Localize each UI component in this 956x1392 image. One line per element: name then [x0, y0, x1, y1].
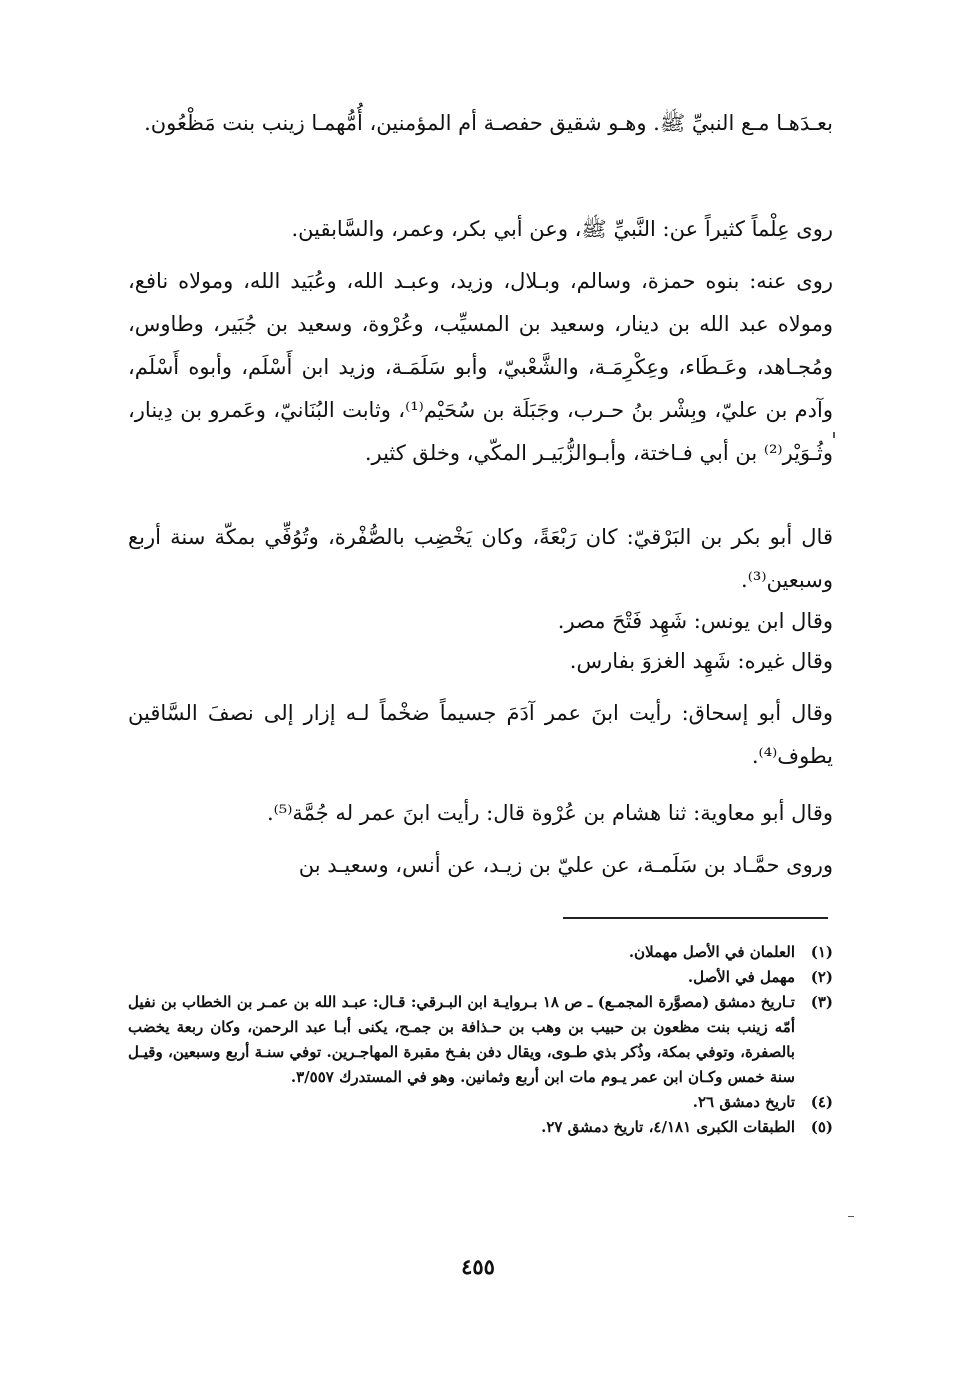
- page-number: ٤٥٥: [461, 1254, 495, 1279]
- footnote-item: [128, 965, 833, 990]
- body-paragraph-4: قال أبو بكر بن البَرْقيّ: كان رَبْعَةً، وكان يَخْضِب بالصُّفْرة، وتُوُفِّي بمكّة سنة أربع وسبعين⁽³⁾.: [128, 525, 833, 592]
- body-paragraph-5: وقال ابن يونس: شَهِد فَتْحَ مصر.: [557, 609, 833, 633]
- footnote-text: تاريخ دمشق ٢٦.: [692, 1093, 795, 1111]
- footnote-number: (٥): [810, 1118, 833, 1136]
- body-paragraph-1: بعـدَهـا مـع النبيِّ ﷺ. وهـو شقيق حفصـة أم المؤمنين، أُمُّهمـا زينب بنت مَظْعُون.: [144, 111, 833, 135]
- footnote-item: [128, 1115, 833, 1140]
- footnote-number: (٢): [810, 968, 833, 986]
- body-paragraph-2: روى عِلْماً كثيراً عن: النَّبيِّ ﷺ، وعن أبي بكر، وعمر، والسَّابقين.: [291, 217, 833, 241]
- body-paragraph-6: وقال غيره: شَهِد الغزوَ بفارس.: [569, 649, 833, 673]
- body-paragraph-7: وقال أبو إسحاق: رأيت ابنَ عمر آدَمَ جسيماً ضخْماً لـه إزار إلى نصفَ السَّاقين يطوف⁽⁴⁾.: [128, 701, 833, 768]
- footnote-text: الطبقات الكبرى ٤/١٨١، تاريخ دمشق ٢٧.: [541, 1118, 795, 1136]
- footnote-number: (١): [810, 943, 833, 961]
- body-paragraph-3: روى عنه: بنوه حمزة، وسالم، وبـلال، وزيد، وعبـد الله، وعُبَيد الله، ومولاه نافع، ومولاه عبد الله بن دينار، وسعيد بن المسيِّب، وعُرْوة، وسعيد بن جُبَير، وطاوس، ومُجـاهد، وعَـطَاء، وعِكْرِمَـة، والشَّعْبيّ، وأبو سَلَمَـة، وزيد ابن أَسْلَم، وأبوه أَسْلَم، وآدم بن عليّ، وبِشْر بنُ حـرب، وجَبَلَة بن سُحَيْم⁽¹⁾، وثابت البُنَانيّ، وعَمرو بن دِينار، وثُـوَيْر⁽²⁾ بن أبي فـاختة، وأبـوالزُّبَيـر المكّي، وخلق كثير.: [128, 269, 833, 465]
- footnote-number: (٤): [810, 1093, 833, 1111]
- footnotes-list: [128, 940, 833, 1140]
- scan-speck: [848, 1216, 854, 1217]
- body-paragraph-9: وروى حمَّـاد بن سَلَمـة، عن عليّ بن زيـد، عن أنس، وسعيـد بن: [298, 853, 833, 877]
- footnote-text: مهمل في الأصل.: [687, 968, 795, 986]
- footnote-item: [128, 990, 833, 1090]
- scan-speck: [833, 432, 835, 438]
- footnote-text: تـاريخ دمشق (مصوَّرة المجمـع) ـ ص ١٨ بـروايـة ابن البـرقي: قـال: عبـد الله بن عمـر بن الخطاب بن نفيل أمّه زينب بنت مظعون بن حبيب بن وهب بن حـذافة بن جمـح، يكنى أبـا عبد الرحمن، وكان ربعة يخضب بالصفرة، وتوفي بمكة، وذُكر بذي طـوى، ويقال دفن بفـخ مقبرة المهاجـرين. توفي سنـة أربع وسبعين، وقيـل سنة خمس وكـان ابن عمر يـوم مات ابن أربع وثمانين. وهو في المستدرك ٣/٥٥٧.: [128, 993, 795, 1086]
- body-paragraph-8: وقال أبو معاوية: ثنا هشام بن عُرْوة قال: رأيت ابنَ عمر له جُمَّة⁽⁵⁾.: [266, 801, 833, 825]
- footnote-item: [128, 940, 833, 965]
- footnote-item: [128, 1090, 833, 1115]
- footnote-text: العلمان في الأصل مهملان.: [628, 943, 795, 961]
- footnote-divider: [563, 917, 828, 919]
- footnote-number: (٣): [810, 993, 833, 1011]
